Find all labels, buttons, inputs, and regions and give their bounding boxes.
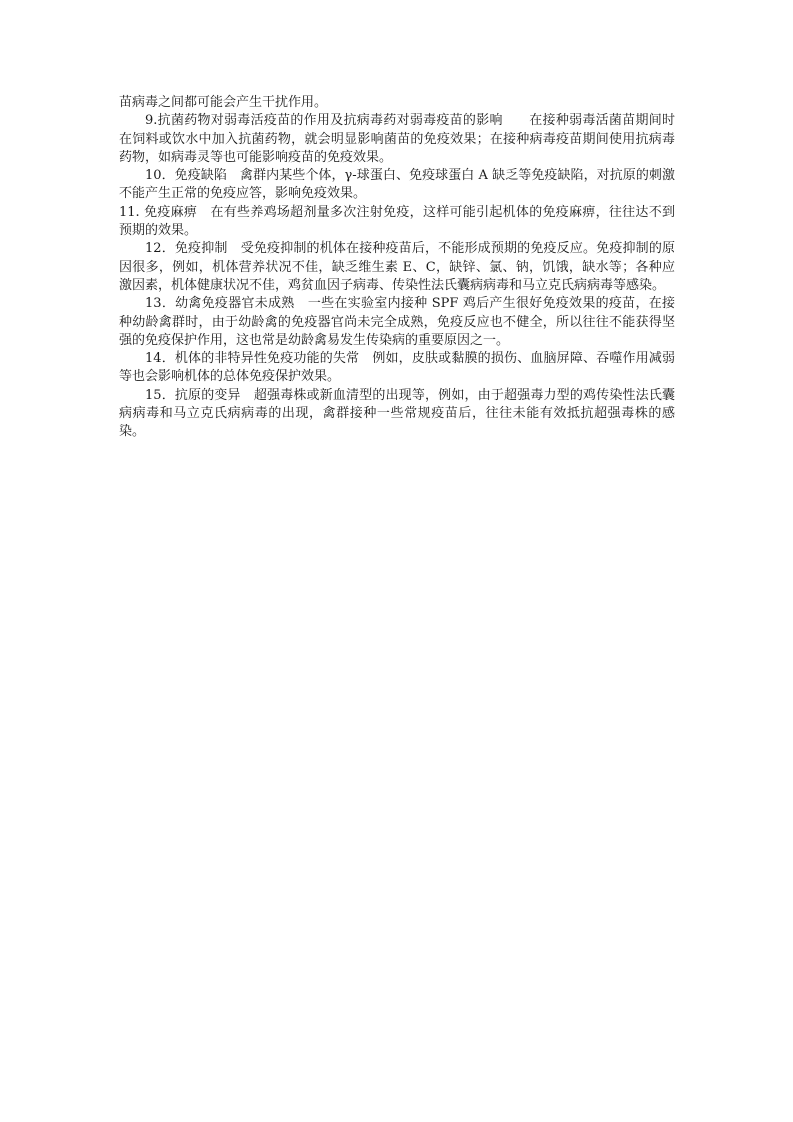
document-page xyxy=(119,94,675,442)
paragraph-item-9: 9.抗菌药物对弱毒活疫苗的作用及抗病毒药对弱毒疫苗的影响 在接种弱毒活菌苗期间时在饲料或饮水中加入抗菌药物，就会明显影响菌苗的免疫效果；在接种病毒疫苗期间使用抗病毒药物，如病毒灵等也可能影响疫苗的免疫效果。 xyxy=(119,113,675,165)
paragraph-item-11: 11. 免疫麻痹 在有些养鸡场超剂量多次注射免疫，这样可能引起机体的免疫麻痹，往往达不到预期的效果。 xyxy=(119,204,675,239)
paragraph-item-14: 14．机体的非特异性免疫功能的失常 例如，皮肤或黏膜的损伤、血脑屏障、吞噬作用减弱等也会影响机体的总体免疫保护效果。 xyxy=(119,351,675,385)
paragraph-continuation: 苗病毒之间都可能会产生干扰作用。 xyxy=(119,95,328,110)
paragraph-item-15: 15．抗原的变异 超强毒株或新血清型的出现等，例如，由于超强毒力型的鸡传染性法氏囊病病毒和马立克氏病病毒的出现，禽群接种一些常规疫苗后，往往未能有效抵抗超强毒株的感染。 xyxy=(119,387,675,440)
paragraph-item-10: 10．免疫缺陷 禽群内某些个体，γ-球蛋白、免疫球蛋白 A 缺乏等免疫缺陷，对抗原的刺激不能产生正常的免疫应答，影响免疫效果。 xyxy=(119,168,675,202)
paragraph-item-13: 13．幼禽免疫器官未成熟 一些在实验室内接种 SPF 鸡后产生很好免疫效果的疫苗，在接种幼龄禽群时，由于幼龄禽的免疫器官尚未完全成熟，免疫反应也不健全，所以往往不能获得坚强的免疫保护作用，这也常是幼龄禽易发生传染病的重要原因之一。 xyxy=(119,296,675,348)
paragraph-item-12: 12．免疫抑制 受免疫抑制的机体在接种疫苗后，不能形成预期的免疫反应。免疫抑制的原因很多，例如，机体营养状况不佳，缺乏维生素 E、C，缺锌、氯、钠，饥饿，缺水等；各种应激因素，机体健康状况不佳，鸡贫血因子病毒、传染性法氏囊病病毒和马立克氏病病毒等感染。 xyxy=(119,241,675,293)
